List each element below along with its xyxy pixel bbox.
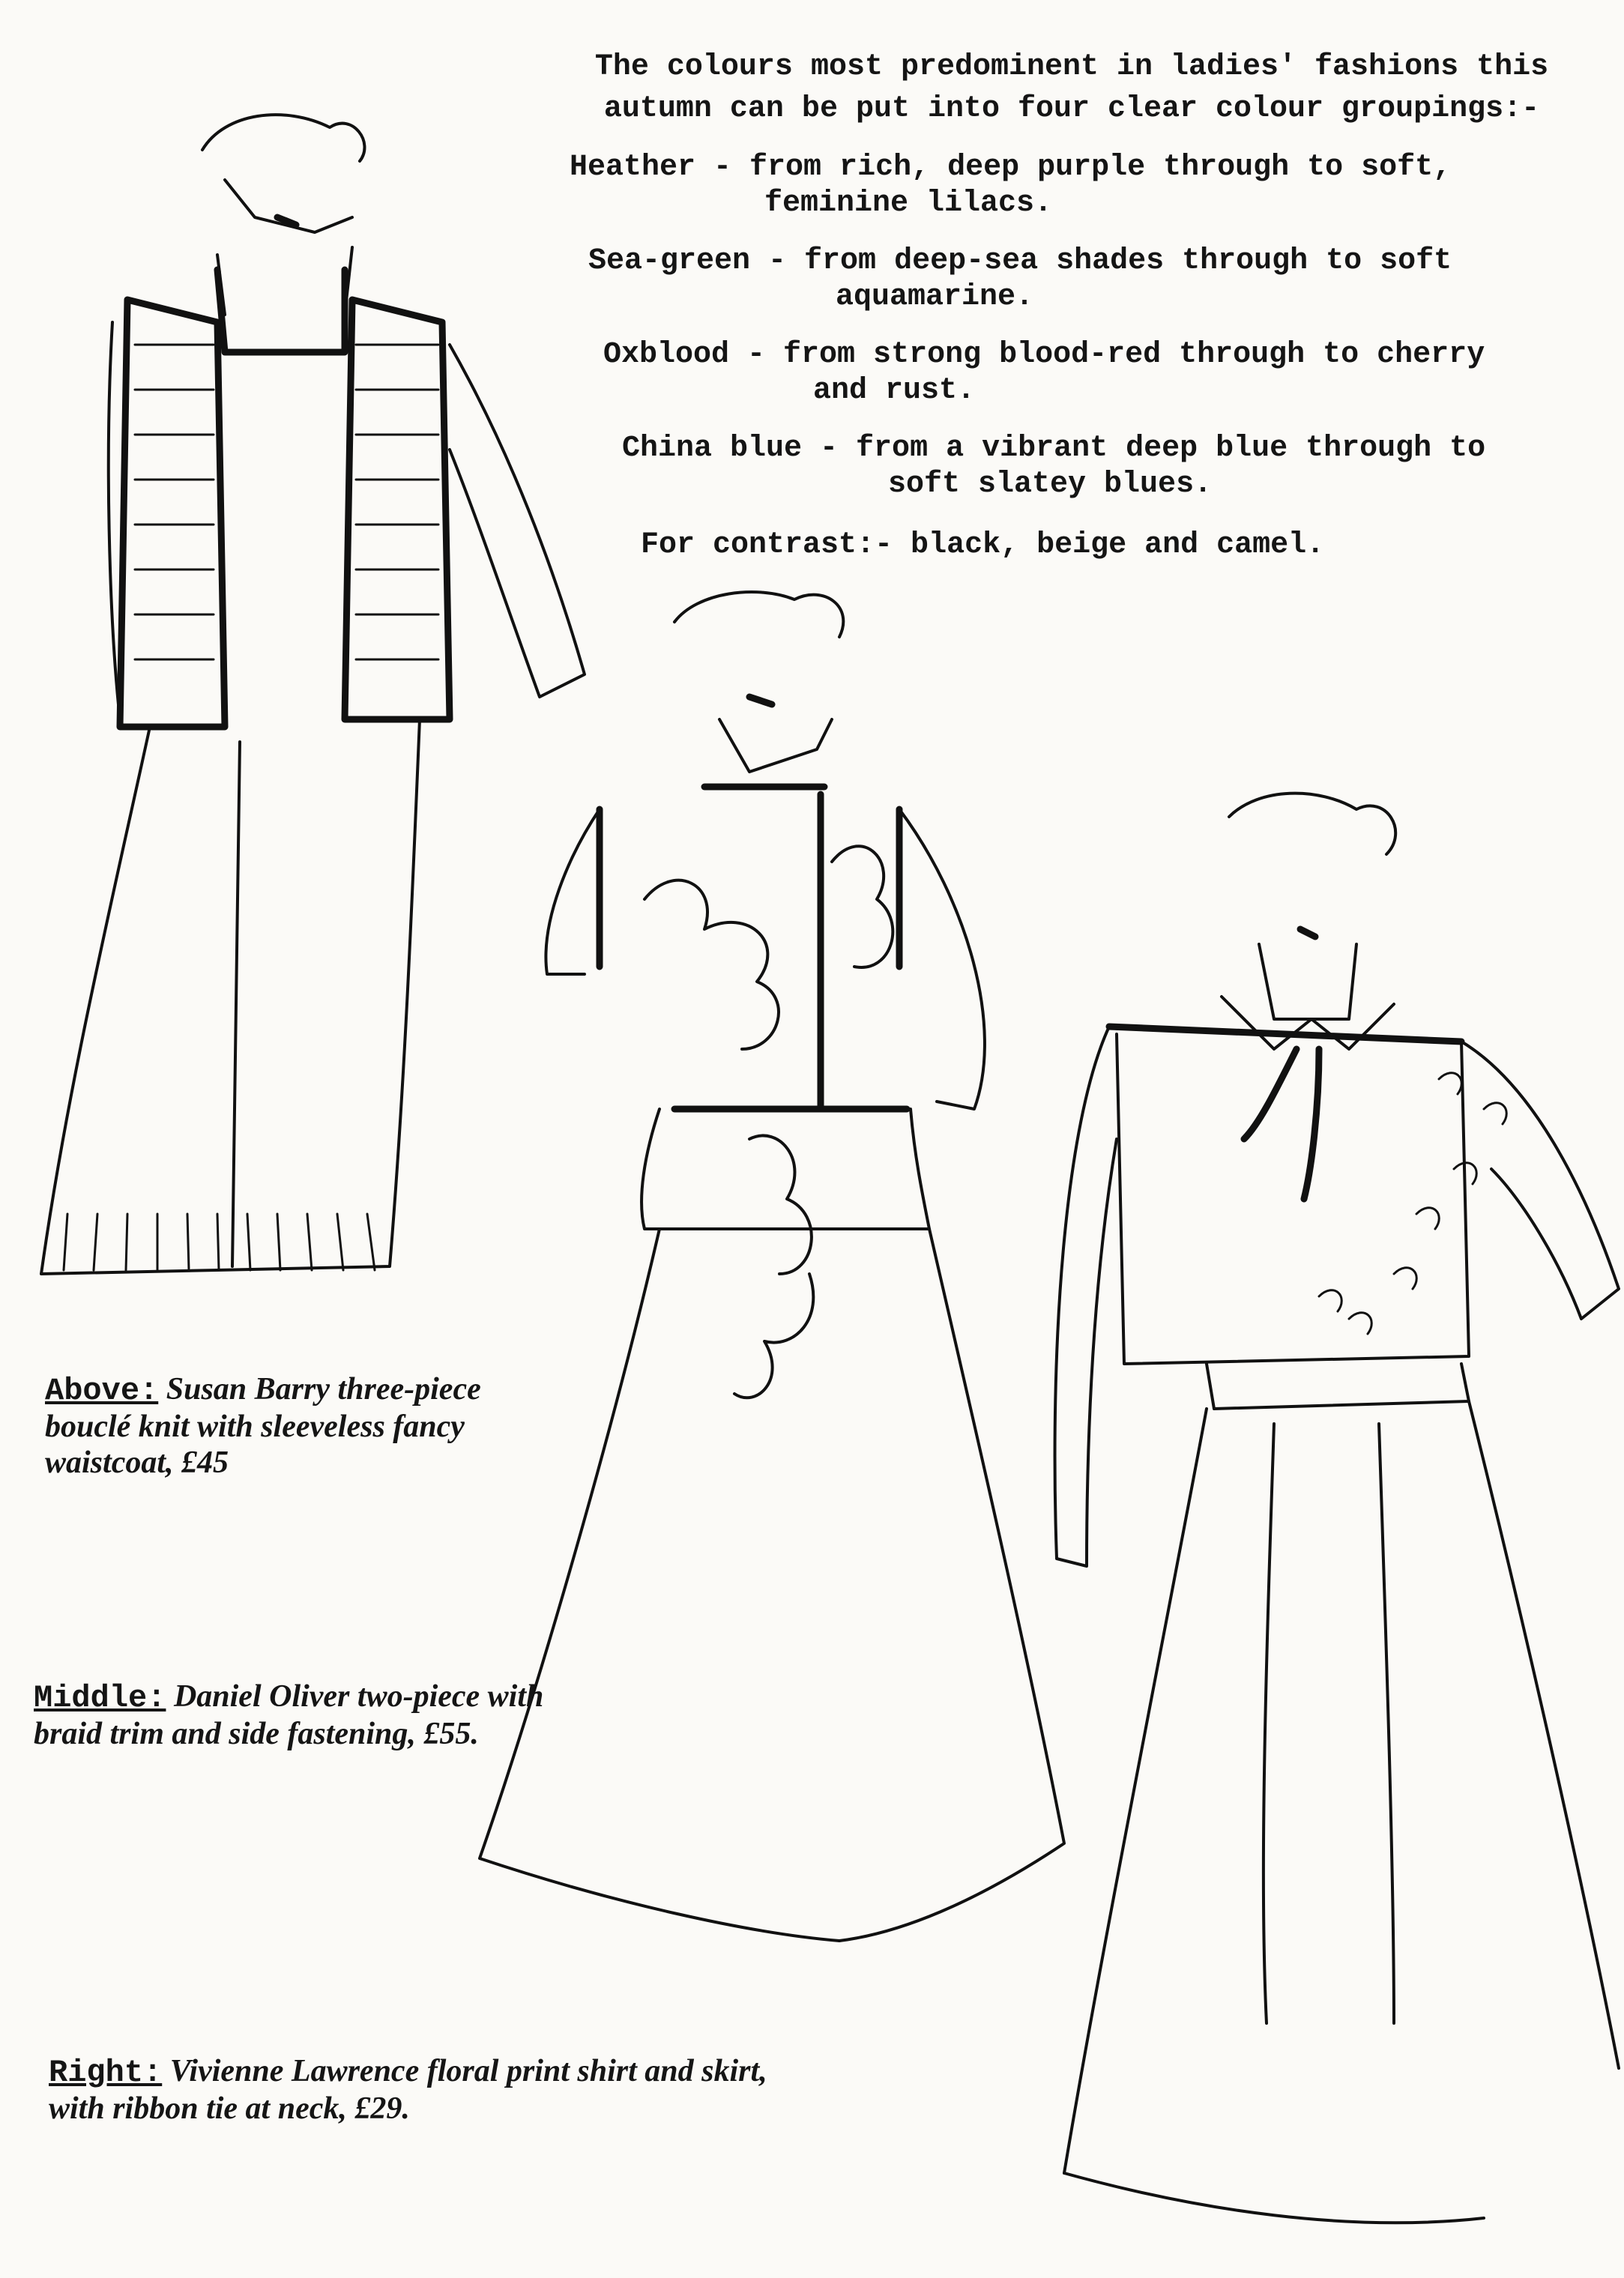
caption-middle <box>34 1679 551 1752</box>
fashion-sketch-right <box>1055 794 1619 2223</box>
colour-oxblood <box>603 337 1578 409</box>
fashion-sketch-left <box>41 115 585 1274</box>
caption-right-text: Vivienne Lawrence floral print shirt and skirt, with ribbon tie at neck, £29. <box>49 2054 767 2126</box>
caption-right-label: Right: <box>49 2055 163 2091</box>
caption-above-text: Susan Barry three-piece bouclé knit with sleeveless fancy waistcoat, £45 <box>45 1372 481 1480</box>
colour-china-blue-line2: soft slatey blues. <box>888 468 1213 501</box>
colour-china-blue <box>622 431 1596 503</box>
colour-sea-green-line2: aquamarine. <box>836 280 1034 314</box>
caption-middle-label: Middle: <box>34 1680 166 1716</box>
contrast-note: For contrast:- black, beige and camel. <box>641 528 1325 562</box>
intro-text: The colours most predominent in ladies' fashions this autumn can be put into four clear colour groupings:- <box>594 50 1549 126</box>
caption-right <box>49 2053 783 2127</box>
colour-oxblood-line2: and rust. <box>813 374 976 408</box>
colour-heather-line2: feminine lilacs. <box>764 187 1053 220</box>
caption-above <box>45 1371 562 1481</box>
colour-heather-line1: Heather - from rich, deep purple through to soft, <box>570 151 1452 184</box>
colour-sea-green <box>588 244 1563 315</box>
fashion-sketch-middle <box>480 592 1064 1941</box>
intro-paragraph <box>555 46 1589 130</box>
colour-sea-green-line1: Sea-green - from deep-sea shades through to soft <box>588 244 1452 278</box>
colour-heather <box>570 150 1544 222</box>
caption-above-label: Above: <box>45 1373 159 1409</box>
caption-middle-text: Daniel Oliver two-piece with braid trim and side fastening, £55. <box>34 1679 544 1751</box>
colour-oxblood-line1: Oxblood - from strong blood-red through to cherry <box>603 338 1485 372</box>
colour-china-blue-line1: China blue - from a vibrant deep blue through to <box>622 432 1486 465</box>
